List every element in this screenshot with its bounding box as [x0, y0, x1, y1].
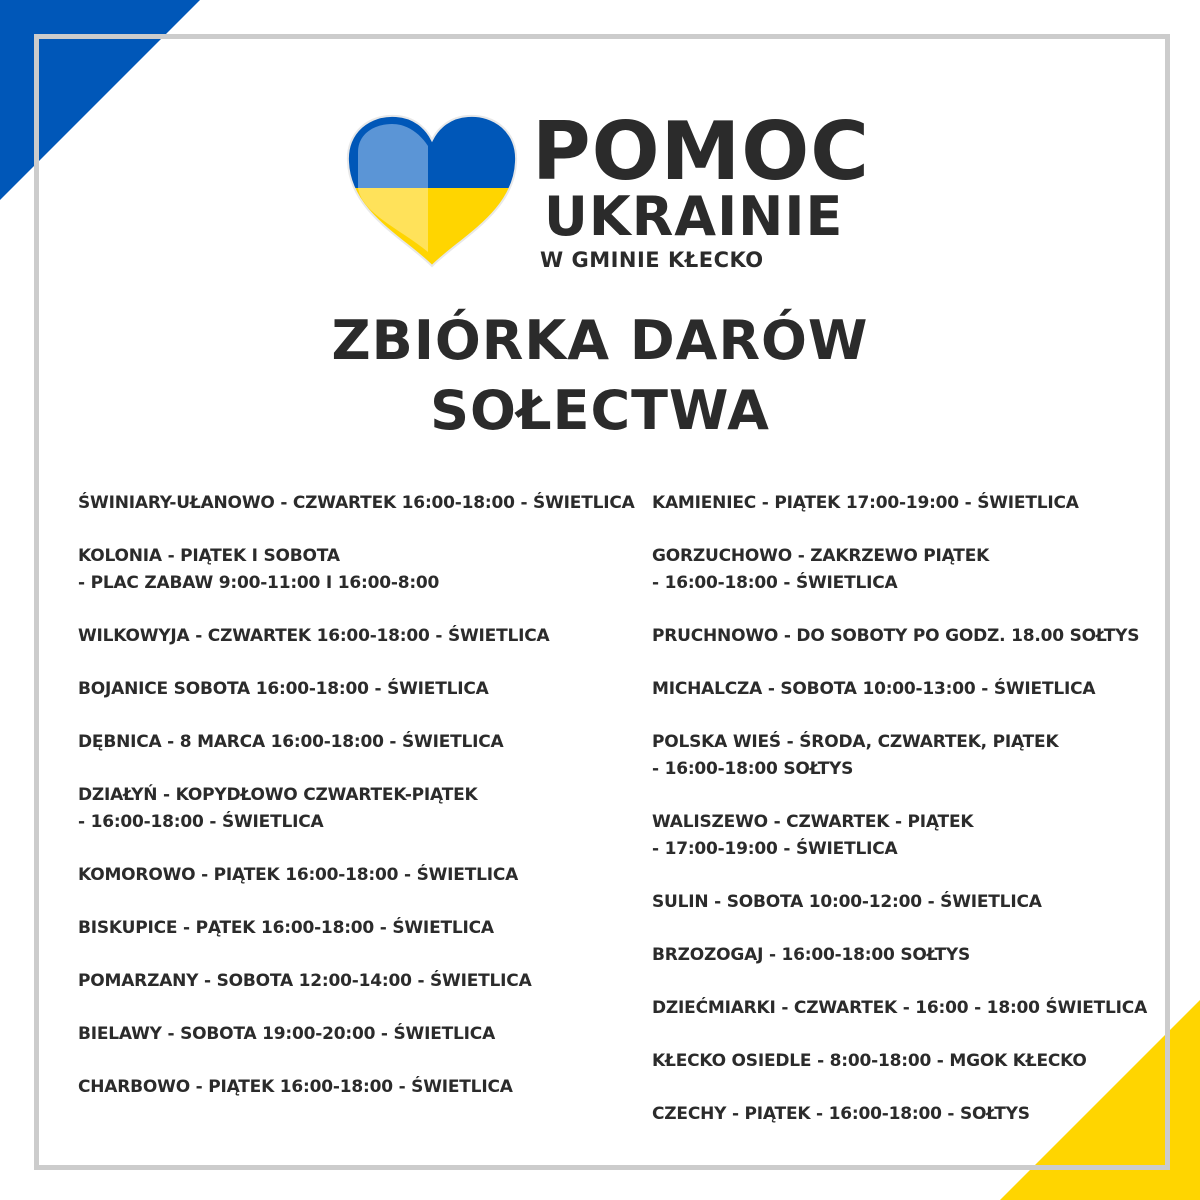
schedule-item-line: KOMOROWO - PIĄTEK 16:00-18:00 - ŚWIETLICA [78, 865, 519, 885]
schedule-item-line: POLSKA WIEŚ - ŚRODA, CZWARTEK, PIĄTEK [652, 732, 1059, 752]
schedule-item [652, 623, 1152, 650]
schedule-item-line: DZIEĆMIARKI - CZWARTEK - 16:00 - 18:00 ŚWIETLICA [652, 998, 1148, 1018]
schedule-item-line: - PLAC ZABAW 9:00-11:00 I 16:00-8:00 [78, 573, 440, 593]
schedule-item [652, 543, 1152, 597]
schedule-item-line: BRZOZOGAJ - 16:00-18:00 SOŁTYS [652, 945, 971, 965]
schedule-item [78, 729, 638, 756]
schedule-item [78, 782, 638, 836]
schedule-item-line: ŚWINIARY-UŁANOWO - CZWARTEK 16:00-18:00 - ŚWIETLICA [78, 493, 635, 513]
schedule-item-line: PRUCHNOWO - DO SOBOTY PO GODZ. 18.00 SOŁTYS [652, 626, 1140, 646]
schedule-item-line: - 16:00-18:00 SOŁTYS [652, 759, 854, 779]
schedule-item [652, 942, 1152, 969]
heart-logo-icon [344, 112, 520, 270]
schedule-item-line: MICHALCZA - SOBOTA 10:00-13:00 - ŚWIETLICA [652, 679, 1096, 699]
page-title-line-1: ZBIÓRKA DARÓW [331, 309, 869, 372]
schedule-item-line: BIELAWY - SOBOTA 19:00-20:00 - ŚWIETLICA [78, 1024, 496, 1044]
schedule-item [652, 729, 1152, 783]
schedule-item [78, 490, 638, 517]
schedule-item [78, 862, 638, 889]
schedule-item [652, 676, 1152, 703]
schedule-left-column [78, 490, 638, 1127]
schedule-item [78, 915, 638, 942]
schedule-item [652, 809, 1152, 863]
schedule-item-line: GORZUCHOWO - ZAKRZEWO PIĄTEK [652, 546, 990, 566]
schedule-item [652, 1048, 1152, 1075]
logo-subtitle: W GMINIE KŁECKO [540, 248, 764, 272]
schedule-item [78, 676, 638, 703]
schedule-item-line: - 16:00-18:00 - ŚWIETLICA [78, 812, 324, 832]
schedule-item-line: KOLONIA - PIĄTEK I SOBOTA [78, 546, 340, 566]
schedule-item-line: WILKOWYJA - CZWARTEK 16:00-18:00 - ŚWIETLICA [78, 626, 550, 646]
schedule-item-line: POMARZANY - SOBOTA 12:00-14:00 - ŚWIETLICA [78, 971, 532, 991]
schedule-item-line: CZECHY - PIĄTEK - 16:00-18:00 - SOŁTYS [652, 1104, 1030, 1124]
schedule-item-line: - 16:00-18:00 - ŚWIETLICA [652, 573, 898, 593]
schedule-item-line: BISKUPICE - PĄTEK 16:00-18:00 - ŚWIETLICA [78, 918, 494, 938]
schedule-item-line: DZIAŁYŃ - KOPYDŁOWO CZWARTEK-PIĄTEK [78, 785, 478, 805]
schedule-item [78, 1074, 638, 1101]
schedule-item-line: WALISZEWO - CZWARTEK - PIĄTEK [652, 812, 974, 832]
schedule-item-line: DĘBNICA - 8 MARCA 16:00-18:00 - ŚWIETLICA [78, 732, 504, 752]
logo-title-ukrainie: UKRAINIE [544, 185, 844, 248]
schedule-right-column [652, 490, 1152, 1154]
schedule-item [78, 1021, 638, 1048]
schedule-item [652, 889, 1152, 916]
schedule-item [652, 995, 1152, 1022]
schedule-item-line: KŁECKO OSIEDLE - 8:00-18:00 - MGOK KŁECKO [652, 1051, 1087, 1071]
page-title-line-2: SOŁECTWA [430, 379, 770, 442]
schedule-item [78, 543, 638, 597]
logo-title-pomoc: POMOC [532, 105, 870, 198]
schedule-item [652, 1101, 1152, 1128]
schedule-item [78, 623, 638, 650]
schedule-item-line: CHARBOWO - PIĄTEK 16:00-18:00 - ŚWIETLICA [78, 1077, 513, 1097]
schedule-item-line: SULIN - SOBOTA 10:00-12:00 - ŚWIETLICA [652, 892, 1042, 912]
schedule-item-line: - 17:00-19:00 - ŚWIETLICA [652, 839, 898, 859]
schedule-item [78, 968, 638, 995]
schedule-item-line: KAMIENIEC - PIĄTEK 17:00-19:00 - ŚWIETLICA [652, 493, 1079, 513]
schedule-item [652, 490, 1152, 517]
schedule-item-line: BOJANICE SOBOTA 16:00-18:00 - ŚWIETLICA [78, 679, 489, 699]
